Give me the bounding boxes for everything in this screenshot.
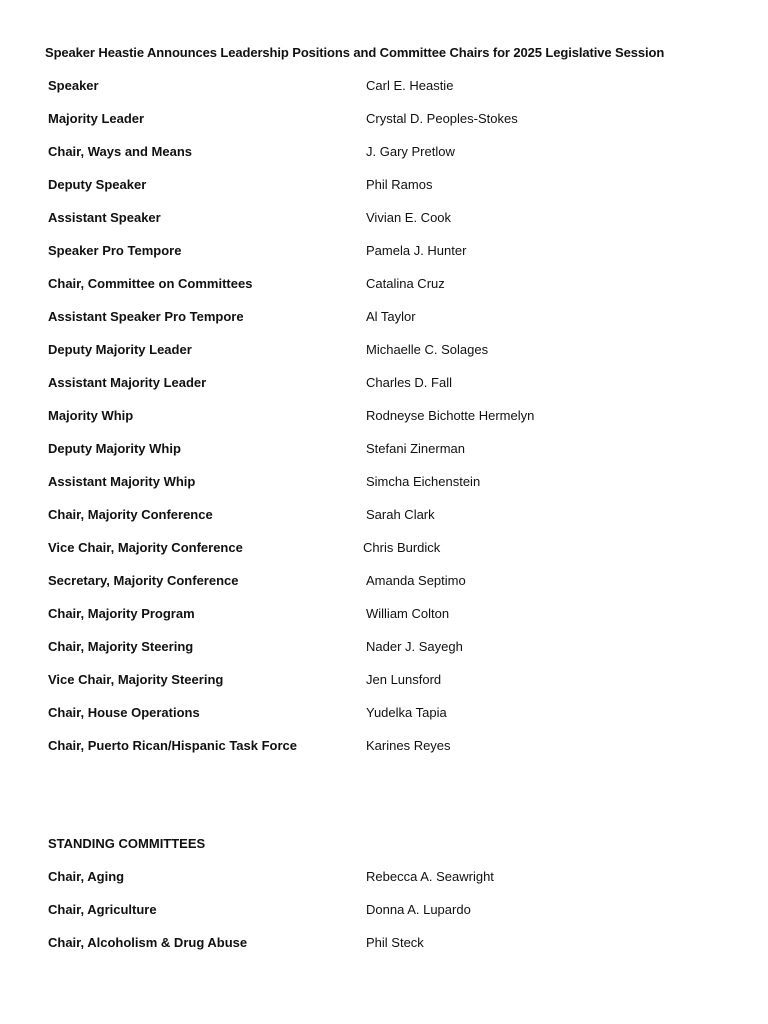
position-title: Chair, Committee on Committees	[48, 276, 253, 291]
position-title: Majority Whip	[48, 408, 134, 423]
member-name: Rebecca A. Seawright	[366, 869, 494, 884]
position-title: Vice Chair, Majority Steering	[48, 672, 224, 687]
member-name: Rodneyse Bichotte Hermelyn	[366, 408, 535, 423]
member-name: J. Gary Pretlow	[366, 144, 455, 159]
member-name: Michaelle C. Solages	[366, 342, 489, 357]
position-title: Assistant Majority Leader	[48, 375, 207, 390]
position-title: Chair, Majority Steering	[48, 639, 194, 654]
leadership-row	[0, 342, 768, 362]
member-name: Amanda Septimo	[366, 573, 466, 588]
member-name: Chris Burdick	[363, 540, 441, 555]
position-title: Speaker	[48, 78, 99, 93]
member-name: Karines Reyes	[366, 738, 451, 753]
position-title: Deputy Majority Leader	[48, 342, 192, 357]
member-name: Sarah Clark	[366, 507, 435, 522]
position-title: Chair, Alcoholism & Drug Abuse	[48, 935, 248, 950]
member-name: Donna A. Lupardo	[366, 902, 471, 917]
leadership-row	[0, 705, 768, 725]
position-title: Secretary, Majority Conference	[48, 573, 239, 588]
member-name: Al Taylor	[366, 309, 416, 324]
leadership-row	[0, 441, 768, 461]
leadership-row	[0, 408, 768, 428]
document-title: Speaker Heastie Announces Leadership Positions and Committee Chairs for 2025 Legislative Session	[45, 45, 665, 60]
leadership-row	[0, 210, 768, 230]
committee-row	[0, 869, 768, 889]
member-name: Vivian E. Cook	[366, 210, 452, 225]
position-title: Deputy Speaker	[48, 177, 147, 192]
leadership-row	[0, 111, 768, 131]
leadership-row	[0, 375, 768, 395]
member-name: Stefani Zinerman	[366, 441, 465, 456]
committee-row	[0, 935, 768, 955]
position-title: Majority Leader	[48, 111, 145, 126]
leadership-row	[0, 144, 768, 164]
committee-row	[0, 902, 768, 922]
leadership-row	[0, 474, 768, 494]
member-name: Crystal D. Peoples-Stokes	[366, 111, 518, 126]
leadership-row	[0, 309, 768, 329]
standing-committees-heading: STANDING COMMITTEES	[48, 836, 206, 851]
position-title: Chair, Puerto Rican/Hispanic Task Force	[48, 738, 298, 753]
member-name: Pamela J. Hunter	[366, 243, 467, 258]
member-name: Charles D. Fall	[366, 375, 452, 390]
position-title: Chair, Majority Conference	[48, 507, 213, 522]
member-name: Catalina Cruz	[366, 276, 445, 291]
leadership-row	[0, 177, 768, 197]
position-title: Assistant Speaker	[48, 210, 161, 225]
leadership-row	[0, 243, 768, 263]
position-title: Assistant Speaker Pro Tempore	[48, 309, 244, 324]
position-title: Deputy Majority Whip	[48, 441, 181, 456]
leadership-row	[0, 639, 768, 659]
member-name: Phil Steck	[366, 935, 424, 950]
leadership-row	[0, 507, 768, 527]
member-name: Yudelka Tapia	[366, 705, 447, 720]
member-name: Phil Ramos	[366, 177, 433, 192]
leadership-row	[0, 606, 768, 626]
leadership-row	[0, 276, 768, 296]
member-name: William Colton	[366, 606, 450, 621]
leadership-row	[0, 738, 768, 758]
position-title: Chair, Aging	[48, 869, 125, 884]
position-title: Chair, Agriculture	[48, 902, 157, 917]
member-name: Simcha Eichenstein	[366, 474, 481, 489]
position-title: Speaker Pro Tempore	[48, 243, 182, 258]
leadership-row	[0, 672, 768, 692]
position-title: Chair, Majority Program	[48, 606, 195, 621]
position-title: Chair, Ways and Means	[48, 144, 193, 159]
leadership-row	[0, 573, 768, 593]
position-title: Vice Chair, Majority Conference	[48, 540, 243, 555]
member-name: Nader J. Sayegh	[366, 639, 463, 654]
leadership-row	[0, 78, 768, 98]
member-name: Carl E. Heastie	[366, 78, 454, 93]
member-name: Jen Lunsford	[366, 672, 442, 687]
position-title: Chair, House Operations	[48, 705, 200, 720]
leadership-row	[0, 540, 768, 560]
position-title: Assistant Majority Whip	[48, 474, 196, 489]
